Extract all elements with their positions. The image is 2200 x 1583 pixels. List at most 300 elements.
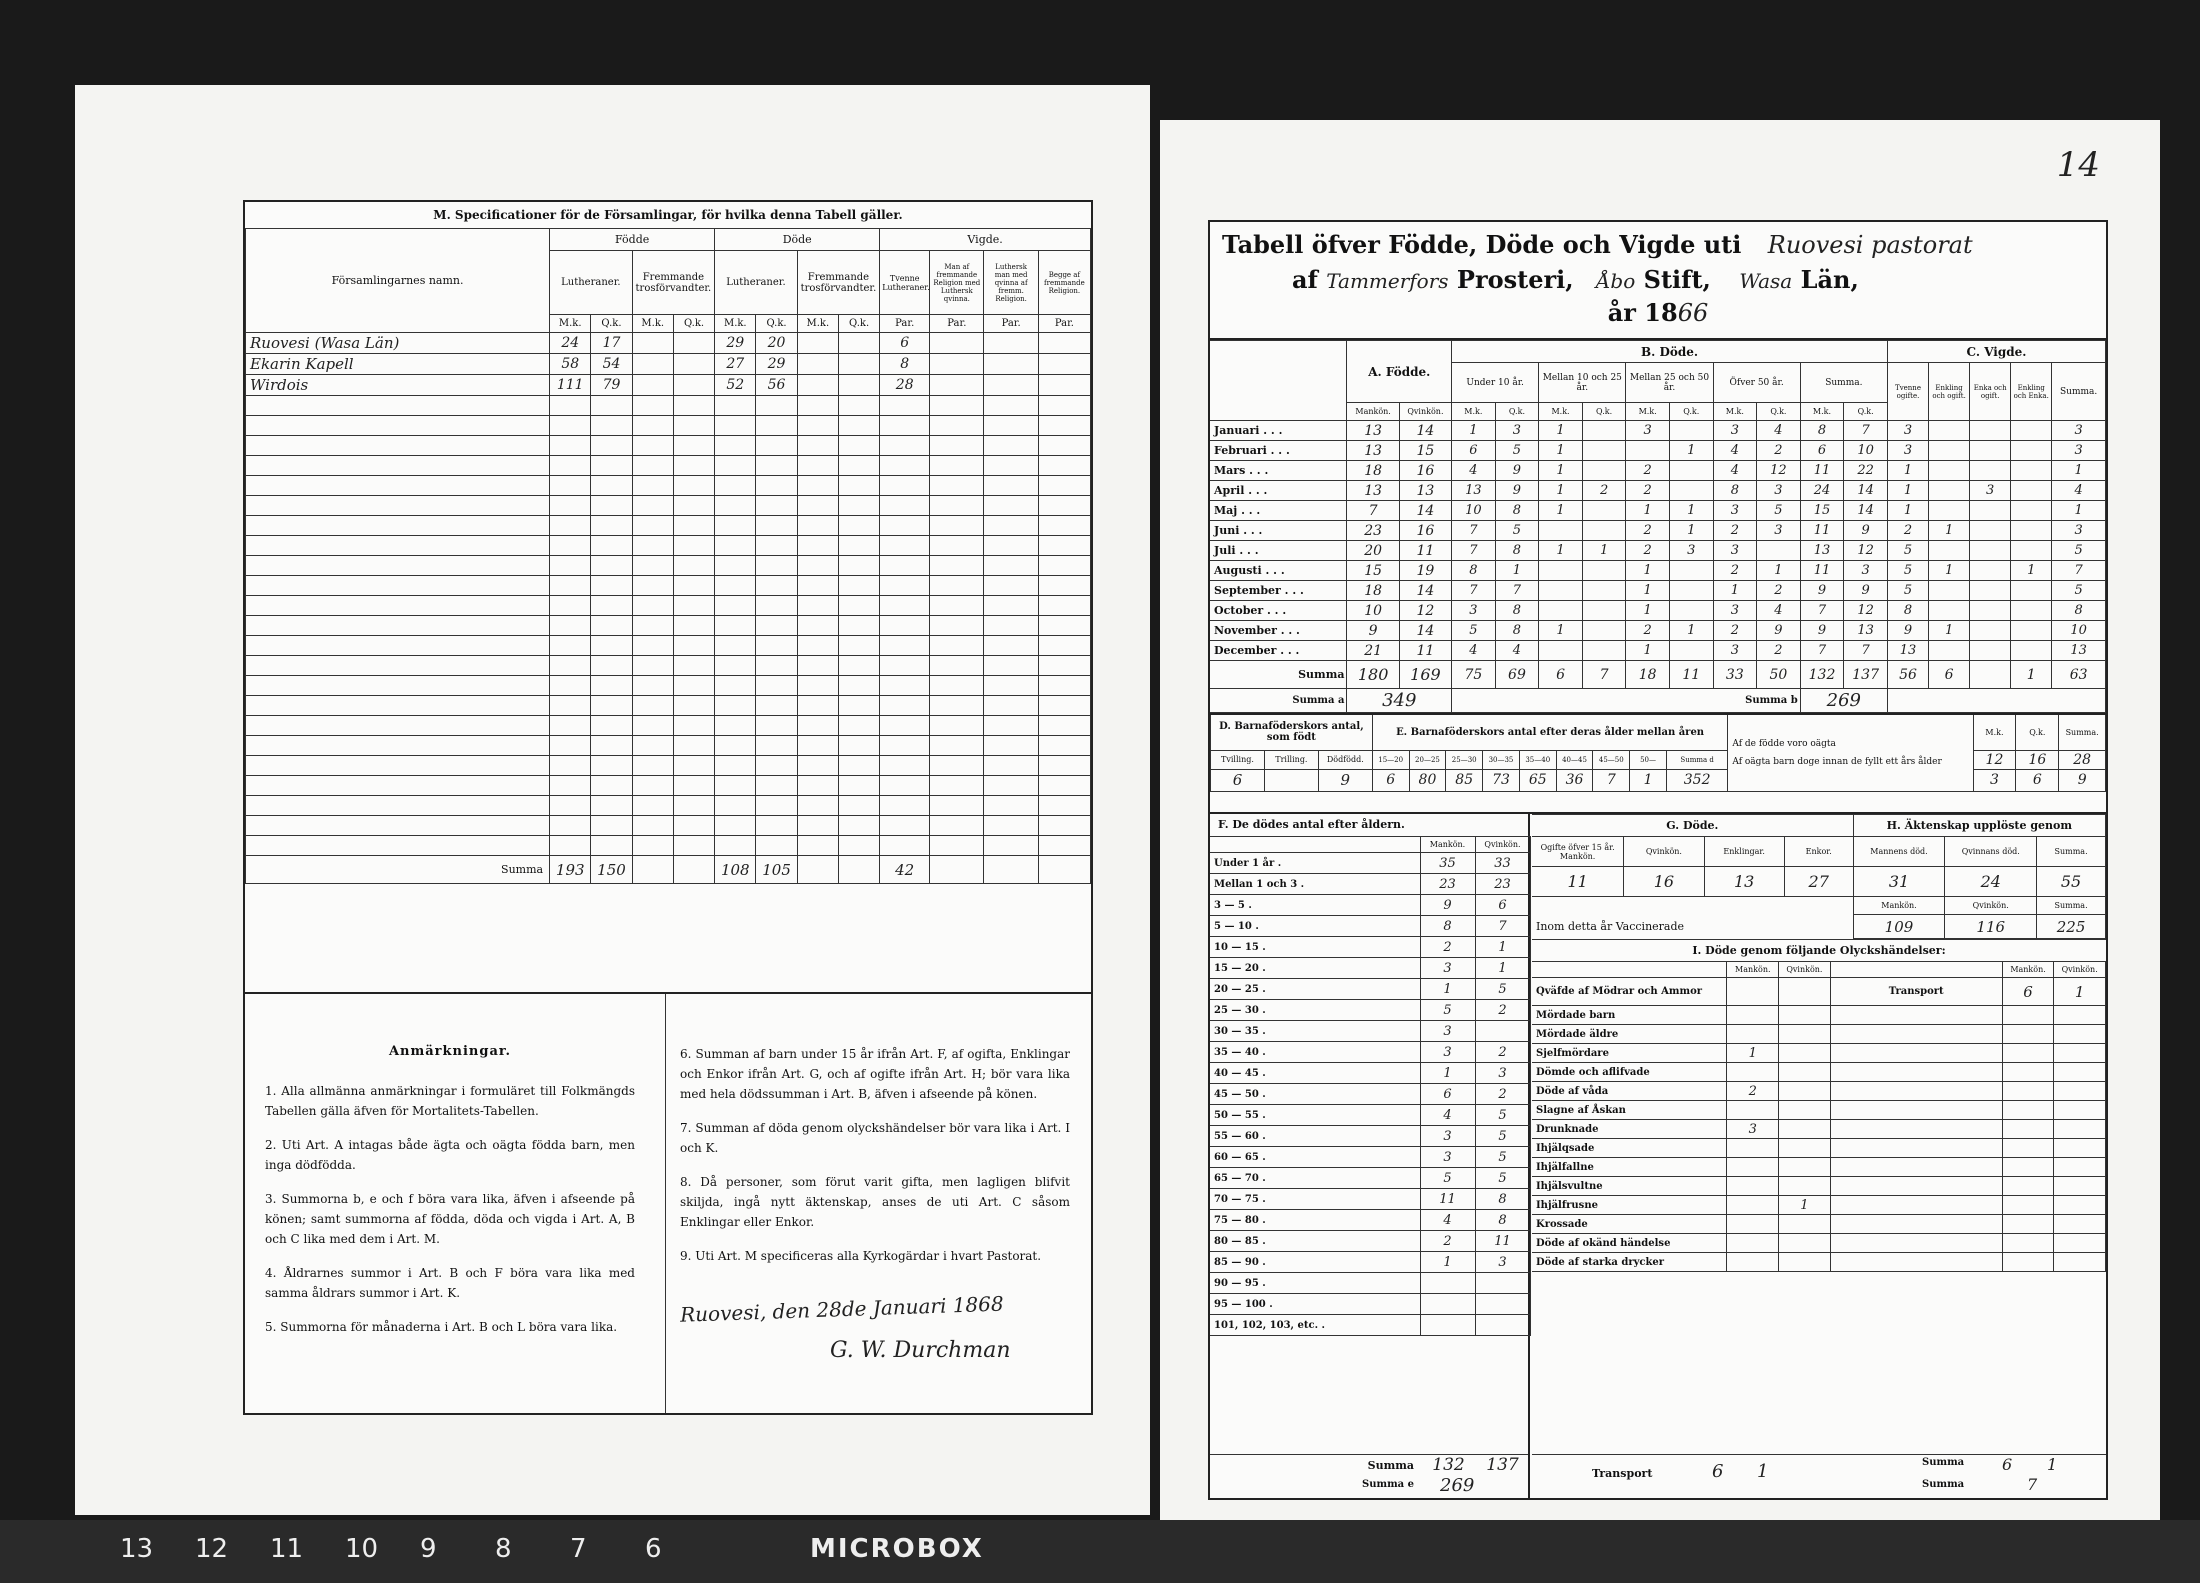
summa-f-value: 7 [2027, 1475, 2038, 1494]
vacc-q: 116 [1945, 915, 2037, 939]
cell [930, 333, 984, 354]
cell [2002, 1234, 2054, 1253]
title-stift-hand: Åbo [1595, 269, 1636, 293]
b-cell: 13 [1452, 481, 1496, 501]
cell [673, 496, 714, 516]
cell [673, 696, 714, 716]
b-cell: 9 [1495, 461, 1539, 481]
spec-row [246, 816, 1091, 836]
f-m: 4 [1420, 1210, 1475, 1231]
cell [838, 696, 879, 716]
cell [2054, 1025, 2106, 1044]
cell [1830, 1101, 2002, 1120]
dode-mk [715, 436, 756, 456]
cell [797, 616, 838, 636]
cell [673, 416, 714, 436]
a-cell: 19 [1399, 561, 1451, 581]
summa-bottom-q: 1 [2047, 1455, 2058, 1474]
a-cell: 18 [1347, 581, 1399, 601]
f-age: 25 — 30 . [1210, 1000, 1420, 1021]
months-summa-label: Summa [1210, 661, 1347, 689]
spec-row [246, 776, 1091, 796]
spec-row [246, 576, 1091, 596]
dode-qk [756, 836, 797, 856]
b-cell [1539, 641, 1583, 661]
b-cell: 2 [1757, 641, 1801, 661]
cell [838, 796, 879, 816]
spec-row [246, 556, 1091, 576]
title-stift: Stift, [1643, 265, 1711, 294]
dode-mk [715, 636, 756, 656]
cell [984, 676, 1038, 696]
cell [2002, 1177, 2054, 1196]
c-cell: 13 [2052, 641, 2106, 661]
cell [1830, 1082, 2002, 1101]
i-q [1779, 1253, 1831, 1272]
b-cell: 2 [1626, 541, 1670, 561]
title-parish: Ruovesi pastorat [1767, 231, 1973, 259]
f-section [1210, 814, 1530, 1498]
b-cell: 1 [1539, 441, 1583, 461]
b-cell: 1 [1539, 501, 1583, 521]
title-year-hand: 66 [1677, 299, 1709, 327]
c-cell: 1 [1887, 481, 1928, 501]
a-cell: 11 [1399, 641, 1451, 661]
spec-row [246, 375, 1091, 396]
b-cell: 9 [1800, 621, 1844, 641]
cell [2054, 1215, 2106, 1234]
b-cell: 2 [1757, 581, 1801, 601]
e-val: 6 [1372, 769, 1409, 791]
f-q: 2 [1475, 1042, 1530, 1063]
f-m: 3 [1420, 1147, 1475, 1168]
par-label: Par. [880, 315, 930, 333]
b-cell: 2 [1626, 621, 1670, 641]
b-cell: 1 [1669, 621, 1713, 641]
i-row [1532, 1177, 2106, 1196]
vigde-par [880, 476, 930, 496]
dode-mk [715, 736, 756, 756]
i-row [1532, 1158, 2106, 1177]
i-q [1779, 1044, 1831, 1063]
c-cell [1929, 441, 1970, 461]
fodde-qk [591, 796, 632, 816]
i-q [1779, 1215, 1831, 1234]
f-row [1210, 1294, 1530, 1315]
fodde-qk [591, 516, 632, 536]
note-7: 7. Summan af döda genom olyckshändelser bör vara lika i Art. I och K. [680, 1121, 1070, 1155]
parish-name [246, 436, 550, 456]
f-row [1210, 1063, 1530, 1084]
transport-label: Transport [1830, 978, 2002, 1006]
i-m [1727, 1215, 1779, 1234]
f-age: 50 — 55 . [1210, 1105, 1420, 1126]
vigde-par [880, 816, 930, 836]
h-col-label: Summa. [2037, 837, 2106, 867]
spec-row [246, 696, 1091, 716]
summa-b-cell: 11 [1669, 661, 1713, 689]
dode-mk [715, 396, 756, 416]
cell [984, 556, 1038, 576]
fodde-mk [550, 696, 591, 716]
i-m [1727, 1139, 1779, 1158]
i-m [1727, 1177, 1779, 1196]
notes-right [680, 1044, 1070, 1363]
dode-mk [715, 836, 756, 856]
i-q [1779, 1006, 1831, 1025]
a-cell: 14 [1399, 621, 1451, 641]
cell [984, 696, 1038, 716]
b-cell [1669, 601, 1713, 621]
b-cell [1757, 541, 1801, 561]
vigde-par: 6 [880, 333, 930, 354]
mk: M.k. [1539, 403, 1583, 421]
cell [673, 375, 714, 396]
i-row [1532, 1120, 2106, 1139]
cell [632, 736, 673, 756]
c-cell [1929, 481, 1970, 501]
b-cell: 5 [1495, 441, 1539, 461]
cell [797, 375, 838, 396]
f-m: 1 [1420, 979, 1475, 1000]
cell [838, 616, 879, 636]
fodde-qk [591, 736, 632, 756]
f-q: 7 [1475, 916, 1530, 937]
legit-label-1: Af de födde voro oägta [1732, 738, 1836, 749]
summa-e-value: 269 [1440, 1475, 1475, 1496]
legit-val: 12 [1973, 750, 2016, 769]
c-cell: 8 [2052, 601, 2106, 621]
dode-mk [715, 676, 756, 696]
ruler-mark: 6 [645, 1534, 662, 1564]
h-val: 24 [1945, 867, 2037, 897]
spec-row [246, 756, 1091, 776]
cell [632, 816, 673, 836]
d-col-label: Trilling. [1264, 750, 1318, 769]
transport-bottom-q: 1 [1757, 1461, 1769, 1482]
col-vigde-header: Vigde. [880, 229, 1091, 251]
cell [673, 476, 714, 496]
b-cell: 3 [1452, 601, 1496, 621]
b-cell: 11 [1800, 521, 1844, 541]
cell [2002, 1120, 2054, 1139]
summa-c-cell [1970, 661, 2011, 689]
c-cell: 4 [2052, 481, 2106, 501]
month-label: November . . . [1210, 621, 1347, 641]
f-age: 80 — 85 . [1210, 1231, 1420, 1252]
c-cell: 1 [1929, 621, 1970, 641]
b-cell: 1 [1626, 601, 1670, 621]
mk-label: M.k. [632, 315, 673, 333]
c-cell [1970, 521, 2011, 541]
i-q [1779, 1063, 1831, 1082]
legit-labels [1728, 714, 1973, 791]
fodde-mk: 24 [550, 333, 591, 354]
cell [1830, 1063, 2002, 1082]
e-val: 73 [1483, 769, 1520, 791]
i-m: 1 [1727, 1044, 1779, 1063]
vigde-par [880, 776, 930, 796]
dode-qk [756, 596, 797, 616]
i-cause: Ihjälfallne [1532, 1158, 1727, 1177]
qvinkon: Qvinkön. [2054, 962, 2106, 978]
b-cell: 3 [1713, 541, 1757, 561]
c-cell: 13 [1887, 641, 1928, 661]
b-cell [1669, 421, 1713, 441]
f-q [1475, 1021, 1530, 1042]
mk: M.k. [1800, 403, 1844, 421]
b-cell [1669, 581, 1713, 601]
month-row [1210, 641, 2106, 661]
i-cause: Ihjälqsade [1532, 1139, 1727, 1158]
cell [673, 576, 714, 596]
dode-mk [715, 536, 756, 556]
cell [1830, 1139, 2002, 1158]
fodde-qk [591, 716, 632, 736]
fodde-qk [591, 596, 632, 616]
summa-e-label: Summa e [1362, 1479, 1414, 1490]
spec-row [246, 676, 1091, 696]
b-cell: 8 [1800, 421, 1844, 441]
b-cell: 11 [1800, 461, 1844, 481]
cell [2054, 1120, 2106, 1139]
summa-a-label: Summa a [1210, 689, 1347, 713]
i-m [1727, 1253, 1779, 1272]
notes-section [245, 992, 1091, 1413]
fodde-mk [550, 596, 591, 616]
cell [930, 576, 984, 596]
vigde-par: 28 [880, 375, 930, 396]
f-m: 5 [1420, 1168, 1475, 1189]
f-row [1210, 1021, 1530, 1042]
b-cell: 3 [1844, 561, 1888, 581]
cell [1038, 796, 1090, 816]
par-label: Par. [984, 315, 1038, 333]
qk-label: Q.k. [756, 315, 797, 333]
note-8: 8. Då personer, som förut varit gifta, men lagligen blifvit skiljda, ingå nytt äktenskap, anses de uti Art. C såsom Enklingar eller Enkor. [680, 1175, 1070, 1229]
b-cell: 1 [1539, 461, 1583, 481]
d-val [1264, 769, 1318, 791]
e-val: 80 [1409, 769, 1446, 791]
dode-qk [756, 656, 797, 676]
summa-short: Summa. [2037, 897, 2106, 915]
c-cell: 5 [1887, 581, 1928, 601]
summa-b-cell: 6 [1539, 661, 1583, 689]
cell [930, 456, 984, 476]
vigde-par [880, 576, 930, 596]
b-cell [1539, 561, 1583, 581]
parish-name [246, 656, 550, 676]
fodde-qk [591, 616, 632, 636]
parish-name [246, 776, 550, 796]
summa-b-cell: 50 [1757, 661, 1801, 689]
b-cell: 7 [1452, 581, 1496, 601]
cell [673, 436, 714, 456]
mk: M.k. [1973, 714, 2016, 750]
cell [1830, 1196, 2002, 1215]
c-cell: 5 [1887, 561, 1928, 581]
dode-qk [756, 496, 797, 516]
i-q [1779, 1082, 1831, 1101]
cell [632, 716, 673, 736]
vigde-par [880, 436, 930, 456]
dode-qk [756, 396, 797, 416]
f-m: 8 [1420, 916, 1475, 937]
b-cell: 12 [1757, 461, 1801, 481]
c-cell [1970, 561, 2011, 581]
cell [797, 556, 838, 576]
dode-qk [756, 536, 797, 556]
h-val: 55 [2037, 867, 2106, 897]
b-cell: 7 [1800, 641, 1844, 661]
cell [797, 796, 838, 816]
parish-name [246, 556, 550, 576]
b-cell [1626, 441, 1670, 461]
dode-qk: 29 [756, 354, 797, 375]
b-cell: 22 [1844, 461, 1888, 481]
c-cell: 1 [1929, 561, 1970, 581]
b-cell: 4 [1495, 641, 1539, 661]
cell [984, 836, 1038, 856]
b-cell: 4 [1452, 461, 1496, 481]
cell [673, 776, 714, 796]
f-m: 5 [1420, 1000, 1475, 1021]
fodde-qk [591, 636, 632, 656]
cell [632, 375, 673, 396]
cell [838, 536, 879, 556]
cell [632, 416, 673, 436]
cell [1830, 1158, 2002, 1177]
qvinkon: Qvinkön. [1475, 837, 1530, 853]
cell [2002, 1158, 2054, 1177]
b-cell: 15 [1800, 501, 1844, 521]
cell [930, 496, 984, 516]
i-q [1779, 1139, 1831, 1158]
b-cell: 6 [1452, 441, 1496, 461]
vigde-par: 8 [880, 354, 930, 375]
i-cause: Ihjälsvultne [1532, 1177, 1727, 1196]
mk: M.k. [1452, 403, 1496, 421]
cell [930, 816, 984, 836]
b-cell: 9 [1800, 581, 1844, 601]
b-cell: 4 [1452, 641, 1496, 661]
b-cell: 8 [1713, 481, 1757, 501]
a-cell: 9 [1347, 621, 1399, 641]
cell [838, 556, 879, 576]
c-cell: 1 [1887, 461, 1928, 481]
e-head: E. Barnaföderskors antal efter deras ålder mellan åren [1372, 714, 1728, 750]
i-m: 3 [1727, 1120, 1779, 1139]
month-row [1210, 441, 2106, 461]
cell [838, 456, 879, 476]
f-row [1210, 1231, 1530, 1252]
f-row [1210, 874, 1530, 895]
summa-b-cell: 33 [1713, 661, 1757, 689]
month-label: October . . . [1210, 601, 1347, 621]
cell [797, 576, 838, 596]
vigde-par [880, 596, 930, 616]
e-val: 65 [1519, 769, 1556, 791]
fodde-mk [550, 416, 591, 436]
cell [797, 354, 838, 375]
cell [2054, 1006, 2106, 1025]
e-val: 1 [1630, 769, 1667, 791]
cell [1830, 1177, 2002, 1196]
fodde-mk: 111 [550, 375, 591, 396]
f-age: 3 — 5 . [1210, 895, 1420, 916]
b-cell [1539, 521, 1583, 541]
cell [2002, 1253, 2054, 1272]
f-age: 5 — 10 . [1210, 916, 1420, 937]
b-cell: 7 [1800, 601, 1844, 621]
c-cell [2011, 441, 2052, 461]
ruler-mark: 10 [345, 1534, 379, 1564]
f-q: 8 [1475, 1210, 1530, 1231]
cell [2054, 1177, 2106, 1196]
cell [984, 516, 1038, 536]
parish-name [246, 756, 550, 776]
fodde-qk [591, 396, 632, 416]
legit-val: 3 [1973, 769, 2016, 791]
dode-qk: 20 [756, 333, 797, 354]
i-q [1779, 1101, 1831, 1120]
c-cell [1929, 541, 1970, 561]
spec-row [246, 616, 1091, 636]
parish-name [246, 716, 550, 736]
c-cell: 3 [1887, 421, 1928, 441]
e-col-label: 35—40 [1519, 750, 1556, 769]
cell [838, 776, 879, 796]
g-val: 27 [1784, 867, 1853, 897]
b-cell: 9 [1757, 621, 1801, 641]
f-q: 5 [1475, 1105, 1530, 1126]
f-row [1210, 958, 1530, 979]
spec-row [246, 736, 1091, 756]
month-label: Maj . . . [1210, 501, 1347, 521]
cell [1038, 836, 1090, 856]
cell [673, 796, 714, 816]
c-cell [2011, 461, 2052, 481]
fodde-mk [550, 776, 591, 796]
i-cause: Döde af starka drycker [1532, 1253, 1727, 1272]
dode-mk [715, 596, 756, 616]
summa-b-value: 269 [1800, 689, 1887, 713]
c-cell: 1 [1929, 521, 1970, 541]
mk-label: M.k. [715, 315, 756, 333]
e-val: 7 [1593, 769, 1630, 791]
month-row [1210, 601, 2106, 621]
cell [632, 516, 673, 536]
i-row [1532, 1139, 2106, 1158]
summa-b-cell: 18 [1626, 661, 1670, 689]
parish-name [246, 676, 550, 696]
summa-b-cell: 69 [1495, 661, 1539, 689]
f-m: 9 [1420, 895, 1475, 916]
d-val: 6 [1211, 769, 1265, 791]
cell [673, 396, 714, 416]
cell [930, 616, 984, 636]
spec-summa-dm: 108 [715, 856, 756, 884]
parish-name [246, 796, 550, 816]
a-cell: 15 [1399, 441, 1451, 461]
cell [632, 676, 673, 696]
dode-mk [715, 796, 756, 816]
spec-heading: M. Specificationer för de Församlingar, för hvilka denna Tabell gäller. [433, 208, 903, 222]
cell [632, 756, 673, 776]
spec-row [246, 636, 1091, 656]
vacc-m: 109 [1853, 915, 1945, 939]
cell [2002, 1044, 2054, 1063]
